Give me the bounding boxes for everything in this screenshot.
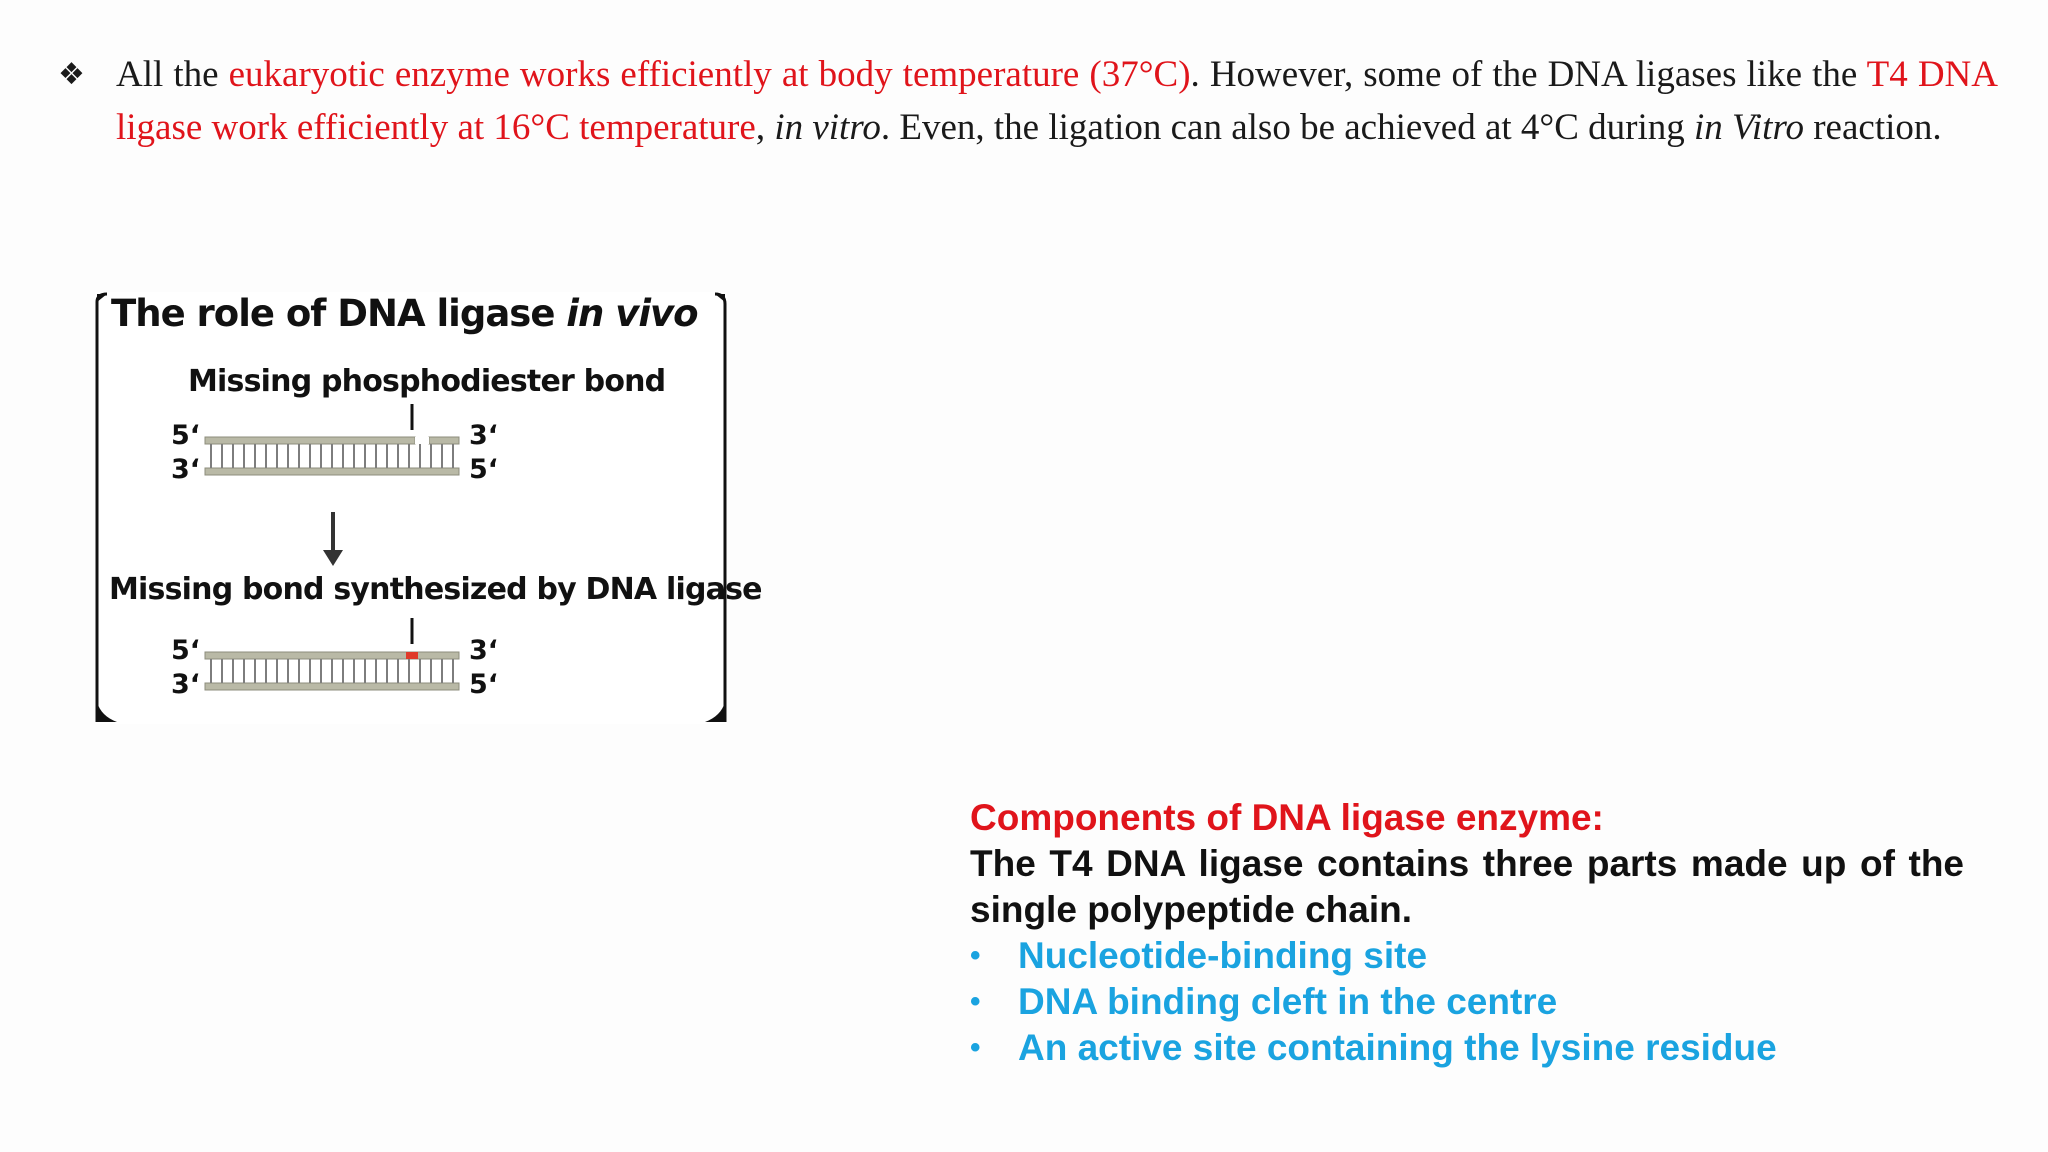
figure-title-main: The role of DNA ligase [111,292,567,335]
list-item-text: An active site containing the lysine residue [1018,1027,1777,1068]
list-item-text: Nucleotide-binding site [1018,935,1428,976]
intro-paragraph [58,48,1998,154]
down-arrow-icon [323,512,343,566]
diamond-bullet-icon: ❖ [58,57,85,92]
label-synthesized-bond: Missing bond synthesized by DNA ligase [109,572,762,607]
end-label-3-bottom-right: 3‘ [469,635,499,666]
list-item-text: DNA binding cleft in the centre [1018,981,1558,1022]
list-item [970,979,1964,1025]
intro-seg-highlight: T4 DNA ligase work efficiently at 16°C temperature [116,54,1998,148]
bullet-dot-icon: • [970,985,981,1018]
list-item [970,1025,1964,1071]
end-label-5-bottom: 5‘ [171,635,201,666]
intro-seg: . Even, the ligation can also be achieved at 4°C during [880,107,1694,148]
end-label-3-top: 3‘ [171,454,201,485]
intro-seg-highlight: eukaryotic enzyme works efficiently at body temperature (37°C) [228,54,1191,95]
components-section [970,795,1964,1071]
list-item [970,933,1964,979]
bullet-dot-icon: • [970,1031,981,1064]
intro-seg-italic: in vitro [774,107,881,148]
components-list [970,933,1964,1071]
dna-duplex-ligated [205,618,459,690]
bullet-dot-icon: • [970,939,981,972]
intro-text [116,48,1998,154]
intro-seg: . However, some of the DNA ligases like the [1190,54,1867,95]
end-label-5-right: 5‘ [469,454,499,485]
dna-ligase-figure [95,292,762,724]
label-missing-bond: Missing phosphodiester bond [188,364,666,399]
figure-title [111,292,698,335]
intro-seg: All the [116,54,229,95]
end-label-3-bottom: 3‘ [171,669,201,700]
intro-seg-italic: in Vitro [1694,107,1804,148]
intro-seg: reaction. [1803,107,1942,148]
intro-seg: , [755,107,775,148]
end-label-3-right: 3‘ [469,420,499,451]
components-heading: Components of DNA ligase enzyme: [970,797,1604,838]
dna-duplex-nicked [205,404,459,475]
end-label-5-top: 5‘ [171,420,201,451]
figure-title-italic: in vivo [566,292,698,335]
end-label-5-bottom-right: 5‘ [469,669,499,700]
components-description: The T4 DNA ligase contains three parts made up of the single polypeptide chain. [970,843,1964,930]
